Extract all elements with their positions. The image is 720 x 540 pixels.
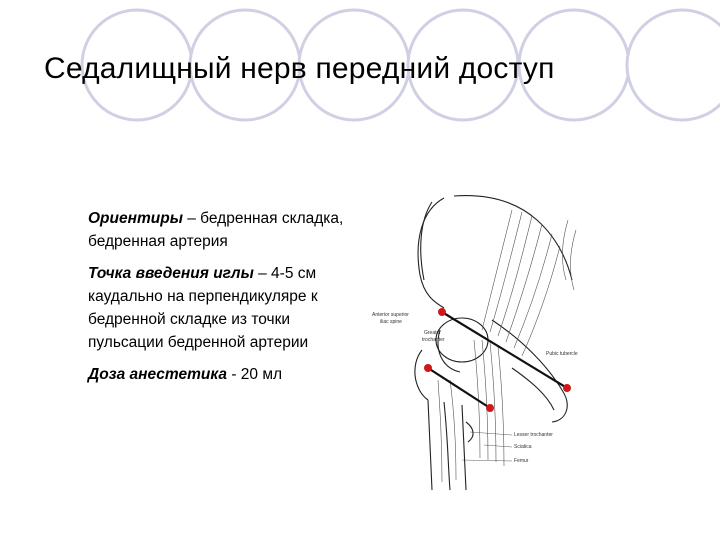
landmark-lines: [428, 312, 567, 408]
label-sciatica: Sciatica: [514, 444, 532, 450]
landmarks-term: Ориентиры: [88, 210, 183, 227]
label-lesser-trochanter: Lesser trochanter: [514, 432, 553, 438]
injection-point-paragraph: [88, 262, 388, 354]
label-leaders: [462, 432, 512, 461]
muscle-hatching: [438, 210, 576, 482]
dose-term: Доза анестетика: [88, 366, 228, 383]
slide-title: Седалищный нерв передний доступ: [44, 52, 555, 85]
pubic-tubercle-marker: [563, 384, 571, 392]
greater-trochanter-marker: [424, 364, 432, 372]
injection-point-text: пульсации бедренной артерии: [88, 334, 309, 351]
label-greater-trochanter: trochanter: [422, 337, 445, 343]
dose-paragraph: [88, 363, 388, 386]
landmarks-text: бедренная артерия: [88, 233, 228, 250]
inguinal-line: [442, 312, 567, 388]
label-anterior-superior: Anterior superior: [372, 312, 409, 318]
label-pubic-tubercle: Pubic tubercle: [546, 351, 578, 357]
anatomy-illustration: [362, 190, 592, 490]
landmarks-paragraph: [88, 207, 388, 253]
label-femur: Femur: [514, 458, 529, 464]
landmarks-text: – бедренная складка,: [182, 210, 344, 227]
label-iliac-spine: iliac spine: [380, 319, 402, 325]
label-greater-trochanter: Greater: [424, 330, 441, 336]
injection-point-marker: [486, 404, 494, 412]
anterior-superior-iliac-spine-marker: [438, 308, 446, 316]
injection-point-term: Точка введения иглы: [88, 265, 254, 282]
slide-content: [88, 207, 388, 395]
dose-text: - 20 мл: [227, 366, 283, 383]
decor-circle: [627, 10, 720, 120]
injection-point-text: – 4-5 см: [253, 265, 317, 282]
perpendicular-line: [428, 368, 490, 408]
injection-point-text: бедренной складке из точки: [88, 311, 291, 328]
injection-point-text: каудально на перпендикуляре к: [88, 288, 318, 305]
